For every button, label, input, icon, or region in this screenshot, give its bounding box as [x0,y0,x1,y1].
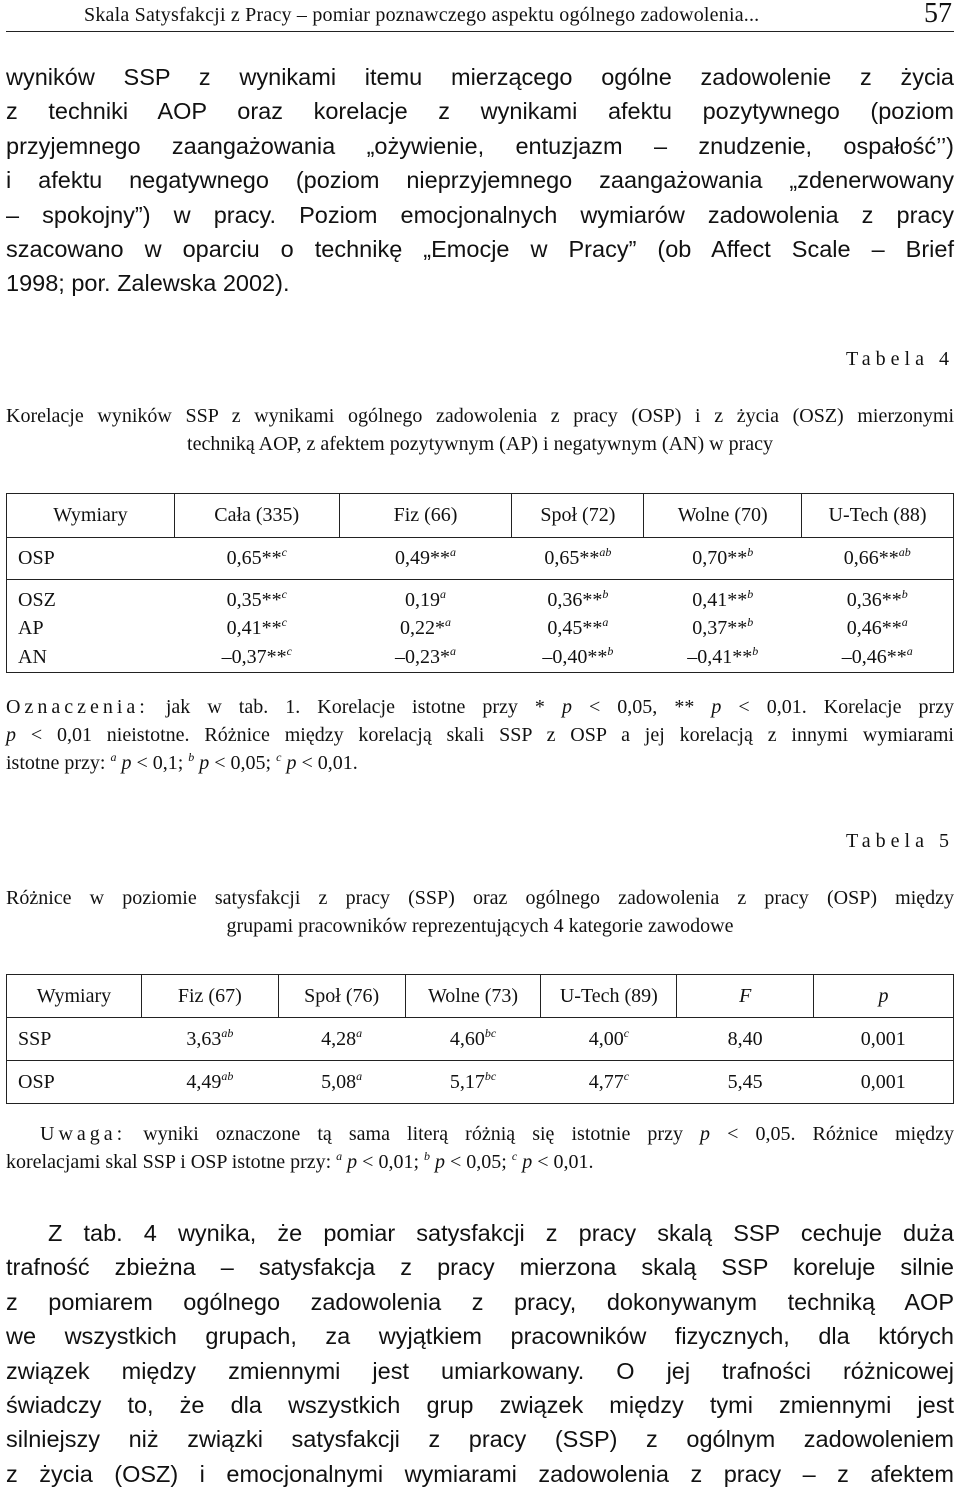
running-head: Skala Satysfakcji z Pracy – pomiar poznawczego aspektu ogólnego zadowolenia... [84,4,760,26]
text-line: silniejszy niż związki satysfakcji z pracy (SSP) z ogólnym zadowoleniem [6,1426,954,1453]
page-header [6,0,954,32]
table4 [6,493,954,673]
column-header: Cała (335) [174,494,339,538]
note-line: p < 0,01 nieistotne. Różnice między korelacją skali SSP z OSP a jej korelacją z innymi wymiarami [6,724,954,746]
text-line: z techniki AOP oraz korelacje z wynikami afektu pozytywnego (poziom [6,98,954,125]
note-line: istotne przy: $^a$ p < 0,1; $^b$ p < 0,05; $^c$ p < 0,01. [6,750,358,774]
text-line: przyjemnego zaangażowania „ożywienie, entuzjazm – znudzenie, ospałość’’) [6,132,954,159]
column-header: U-Tech (89) [541,975,677,1018]
text-line: szacowano w oparciu o technikę „Emocje w Pracy” (ob Affect Scale – Brief [6,236,954,263]
table-cell: 5,17$^{bc}$ [449,1068,497,1093]
table-cell: –0,37**$^c$ [221,644,292,669]
note-line: korelacjami skal SSP i OSP istotne przy: $^a$ p < 0,01; $^b$ p < 0,05; $^c$ p < 0,01. [6,1149,594,1173]
table5-label: Tabela 5 [845,830,954,852]
table-cell: 0,65**$^c$ [174,537,339,579]
table-cell: 4,28$^a$ [278,1018,405,1061]
column-header: Wolne (73) [405,975,541,1018]
table4-caption [6,402,954,458]
table-cell: 0,45**$^a$ [547,615,609,640]
table-cell: 0,22*$^a$ [400,615,452,640]
closing-paragraph [6,1216,954,1491]
table5 [6,974,954,1104]
table-cell: 0,46**$^a$ [846,615,908,640]
column-header: F [677,975,814,1018]
page-number: 57 [924,0,952,29]
table-cell: 4,49$^{ab}$ [186,1068,234,1093]
table-cell: 0,41**$^c$ [226,615,287,640]
table-row [7,537,954,579]
caption-line: techniką AOP, z afektem pozytywnym (AP) i negatywnym (AN) w pracy [187,433,773,455]
table-cell: 3,63$^{ab}$ [141,1018,278,1061]
table-cell: –0,41**$^b$ [687,644,759,669]
text-line: związek między zmiennymi jest umiarkowany. O jej trafności różnicowej [6,1357,954,1384]
caption-line: grupami pracowników reprezentujących 4 kategorie zawodowe [226,915,734,937]
row-label: SSP [7,1018,142,1061]
text-line: trafność zbieżna – satysfakcja z pracy mierzona skalą SSP koreluje silnie [6,1254,954,1281]
text-line: we wszystkich grupach, za wyjątkiem pracowników fizycznych, dla których [6,1323,954,1350]
table5-note [6,1120,954,1176]
table-cell: 5,08$^a$ [321,1068,363,1093]
text-line: świadczy to, że dla wszystkich grup związek między tymi zmiennymi jest [6,1392,954,1419]
table-row [7,1018,954,1061]
table-cell: –0,46**$^a$ [841,644,913,669]
table-header-row [7,975,954,1018]
table-cell: –0,23*$^a$ [395,644,457,669]
row-label: OSZ [18,588,56,611]
column-header: Wymiary [7,494,175,538]
table-cell: 0,36**$^b$ [547,586,609,611]
text-line: Z tab. 4 wynika, że pomiar satysfakcji z pracy skalą SSP cechuje duża [48,1220,954,1246]
column-header: Fiz (67) [141,975,278,1018]
column-header: U-Tech (88) [802,494,954,538]
row-label: OSP [18,1070,55,1093]
row-label: AN [18,646,47,669]
text-line: wyników SSP z wynikami itemu mierzącego ogólne zadowolenie z życia [6,64,954,90]
table5-caption [6,884,954,940]
table-cell: 0,66**$^{ab}$ [802,537,954,579]
table-row [7,643,954,672]
intro-paragraph [6,60,954,301]
text-line: z życia (OSZ) i emocjonalnymi wymiarami zadowolenia z pracy – z afektem [6,1460,954,1487]
table-cell: 0,65**$^{ab}$ [512,537,644,579]
table-row [7,615,954,644]
table-cell: 4,00$^c$ [541,1018,677,1061]
text-line: – spokojny”) w pracy. Poziom emocjonalnych wymiarów zadowolenia z pracy [6,201,954,228]
table-row [7,1061,954,1104]
table-cell: 0,41**$^b$ [692,586,754,611]
table-cell: –0,40**$^b$ [542,644,614,669]
column-header: Społ (72) [512,494,644,538]
text-line: 1998; por. Zalewska 2002). [6,270,290,297]
text-line: z pomiarem ogólnego zadowolenia z pracy, dokonywanym techniką AOP [6,1288,954,1315]
table-cell: 0,35**$^c$ [226,586,287,611]
table-cell: 8,40 [677,1018,814,1061]
caption-line: Różnice w poziomie satysfakcji z pracy (SSP) oraz ogólnego zadowolenia z pracy (OSP) między [6,887,954,909]
table-cell: 0,37**$^b$ [692,615,754,640]
table-header-row [7,494,954,538]
table-cell: 0,70**$^b$ [644,537,802,579]
note-line: Oznaczenia: jak w tab. 1. Korelacje istotne przy * p < 0,05, ** p < 0,01. Korelacje przy [6,696,955,718]
table-row [7,579,954,614]
table-cell: 0,49**$^a$ [339,537,512,579]
table4-note [6,693,954,777]
text-line: i afektu negatywnego (poziom nieprzyjemnego zaangażowania „zdenerwowany [6,167,954,194]
column-header: Fiz (66) [339,494,512,538]
table-cell: 0,001 [860,1070,906,1093]
note-line: Uwaga: wyniki oznaczone tą sama literą różnią się istotnie przy p < 0,05. Różnice między [40,1123,954,1145]
column-header: Wolne (70) [644,494,802,538]
table4-label: Tabela 4 [845,348,954,370]
table-cell: 4,60$^{bc}$ [405,1018,541,1061]
table-cell: 4,77$^c$ [588,1068,630,1093]
column-header: Wymiary [7,975,142,1018]
column-header: Społ (76) [278,975,405,1018]
table-cell: 0,19$^a$ [405,586,447,611]
row-label: OSP [7,537,175,579]
table-cell: 0,001 [814,1018,954,1061]
caption-line: Korelacje wyników SSP z wynikami ogólnego zadowolenia z pracy (OSP) i z życia (OSZ) mierzonymi [6,405,954,427]
table-cell: 0,36**$^b$ [846,586,908,611]
table-cell: 5,45 [727,1070,763,1093]
row-label: AP [18,617,44,640]
column-header: p [814,975,954,1018]
